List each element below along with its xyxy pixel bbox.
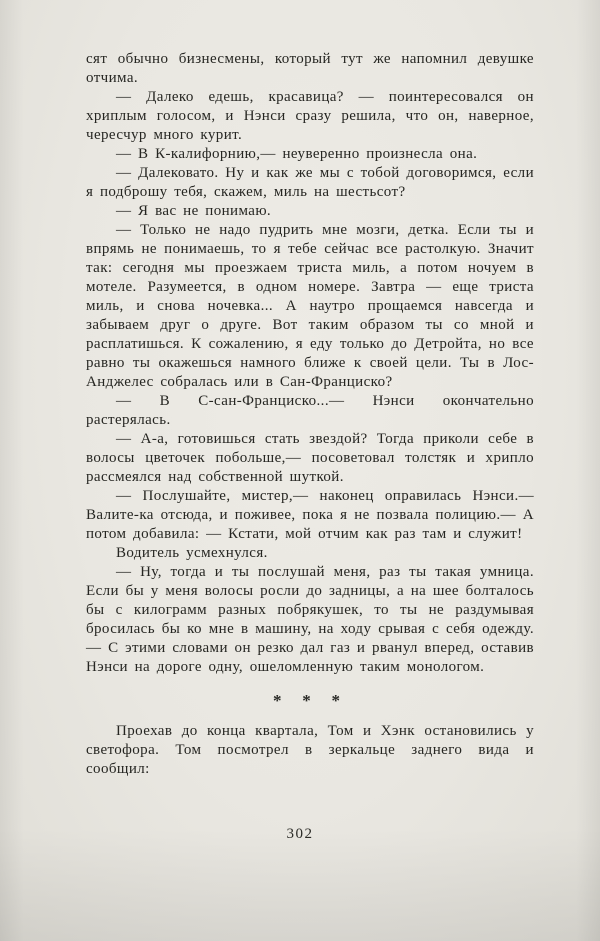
- section-separator: * * *: [273, 691, 347, 710]
- paragraph: — Послушайте, мистер,— наконец оправилась Нэнси.— Валите-ка отсюда, и поживее, пока я не позвала полицию.— А потом добавила: — Кстати, мой отчим как раз там и служит!: [86, 488, 534, 542]
- paragraph: — Только не надо пудрить мне мозги, детка. Если ты и впрямь не понимаешь, то я тебе сейчас все растолкую. Значит так: сегодня мы проезжаем триста миль, а потом ночуем в мотеле. Разумеется, в одном номере. Завтра — еще триста миль, и снова ночевка... А наутро прощаемся навсегда и забываем друг о друге. Вот таким образом ты со мной и расплатишься. К сожалению, я еду только до Детройта, но все равно ты окажешься намного ближе к своей цели. Ты в Лос-Анджелес собралась или в Сан-Франциско?: [86, 222, 534, 390]
- paragraph-continuation: сят обычно бизнесмены, который тут же напомнил девушке отчима.: [86, 51, 534, 86]
- paragraph: Проехав до конца квартала, Том и Хэнк остановились у светофора. Том посмотрел в зеркальце заднего вида и сообщил:: [86, 723, 534, 777]
- paragraph: — Я вас не понимаю.: [116, 203, 272, 219]
- paragraph: — Далеко едешь, красавица? — поинтересовался он хриплым голосом, и Нэнси сразу решила, что он, наверное, чересчур много курит.: [86, 89, 534, 143]
- paragraph: — Ну, тогда и ты послушай меня, раз ты такая умница. Если бы у меня волосы росли до задницы, а на шее болталось бы с килограмм разных побрякушек, то ты не раздумывая бросилась бы ко мне в машину, на ходу срывая с себя одежду.— С этими словами он резко дал газ и рванул вперед, оставив Нэнси на дороге одну, ошеломленную таким монологом.: [86, 564, 534, 675]
- page-text: [86, 50, 534, 779]
- paragraph: — Далековато. Ну и как же мы с тобой договоримся, если я подброшу тебя, скажем, миль на шестьсот?: [86, 165, 534, 200]
- paragraph: — А-а, готовишься стать звездой? Тогда приколи себе в волосы цветочек побольше,— посоветовал толстяк и хрипло рассмеялся над собственной шуткой.: [86, 431, 534, 485]
- paragraph: — В К-калифорнию,— неуверенно произнесла она.: [116, 146, 478, 162]
- paragraph: Водитель усмехнулся.: [116, 545, 268, 561]
- page-number: 302: [286, 826, 314, 842]
- paragraph: — В С-сан-Франциско...— Нэнси окончательно растерялась.: [86, 393, 534, 428]
